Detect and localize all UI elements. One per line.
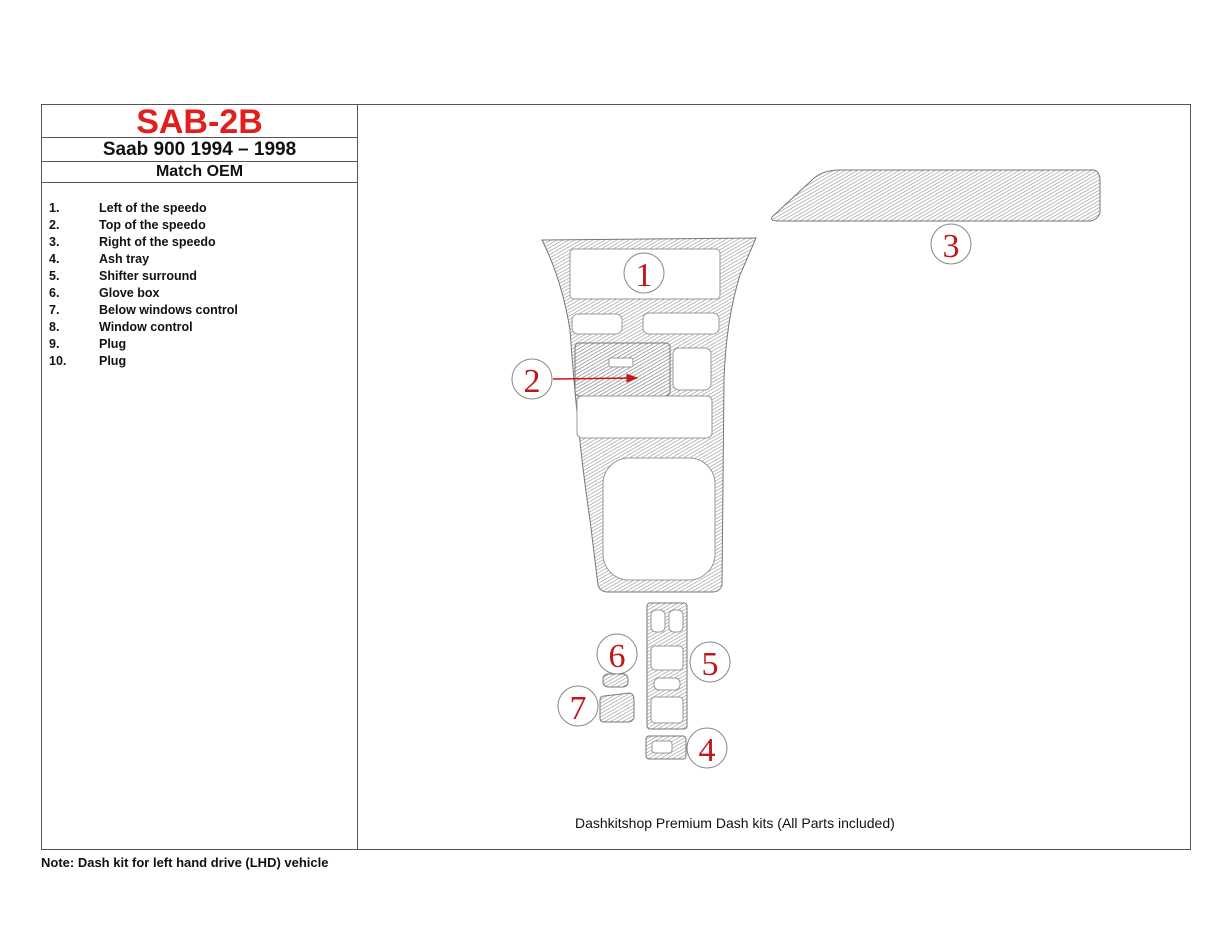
parts-list-item: 5. Shifter surround [49,269,197,283]
callout-4 [687,728,727,769]
parts-list-item: 7. Below windows control [49,303,238,317]
parts-list-item: 6. Glove box [49,286,160,300]
callout-3 [931,224,971,265]
cutout-radio-slot [609,358,633,367]
svg-text:3: 3 [942,228,960,265]
strip-slot-3 [651,646,683,670]
callout-2 [512,359,552,400]
ashtray-cutout [652,741,672,753]
cutout-side-square [673,348,711,390]
svg-text:2: 2 [523,363,541,400]
cutout-small-right [643,313,719,334]
callout-6 [597,634,637,675]
svg-text:7: 7 [569,690,587,727]
truncated-note: Note: Dash kit for left hand drive (LHD) vehicle [41,855,329,870]
callout-2-arrow [553,378,637,379]
parts-list-item: 1. Left of the speedo [49,201,207,215]
parts-list-item: 4. Ash tray [49,252,150,266]
parts-list-item: 8. Window control [49,320,193,334]
match-label: Match OEM [42,162,357,183]
callout-1 [624,253,664,294]
callout-5 [690,642,730,683]
parts-list-item: 3. Right of the speedo [49,235,216,249]
cutout-shifter [603,458,715,580]
strip-slot-2 [669,610,683,632]
parts-list-item: 2. Top of the speedo [49,218,206,232]
cutout-radio [575,343,670,396]
parts-list-item: 10. Plug [49,354,127,368]
footer-caption: Dashkitshop Premium Dash kits (All Parts included) [575,815,895,831]
strip-slot-1 [651,610,665,632]
svg-text:4: 4 [698,732,716,769]
part-7-piece [600,693,634,722]
svg-text:6: 6 [608,638,626,675]
parts-list-item: 9. Plug [49,337,127,351]
part-3-trim [772,170,1100,221]
strip-slot-4 [654,678,680,690]
callout-7 [558,686,598,727]
svg-text:5: 5 [701,646,719,683]
cutout-lower-bar [577,396,712,438]
strip-slot-5 [651,697,683,723]
svg-text:1: 1 [635,257,653,294]
vehicle-model: Saab 900 1994 – 1998 [42,138,357,162]
cutout-small-left [572,314,622,334]
part-6-piece [603,674,628,687]
product-code: SAB-2B [42,105,357,138]
